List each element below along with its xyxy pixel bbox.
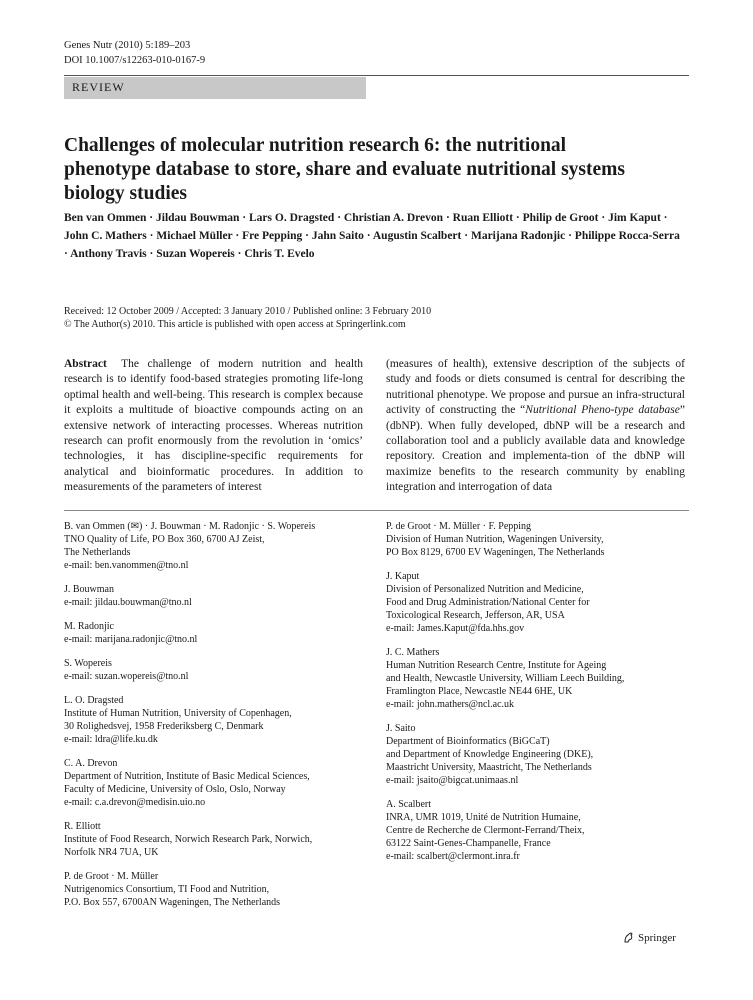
header-rule	[64, 75, 689, 76]
author-separator: ·	[660, 212, 668, 224]
affiliation-line: Norfolk NR4 7UA, UK	[64, 847, 159, 858]
dates-line: Received: 12 October 2009 / Accepted: 3 January 2010 / Published online: 3 February 2010	[64, 306, 432, 317]
affiliation-line: S. Wopereis	[64, 658, 112, 669]
affiliation-line: Food and Drug Administration/National Center for	[386, 597, 590, 608]
author-name: Ruan Elliott	[452, 212, 514, 224]
affiliation-line: e-mail: scalbert@clermont.inra.fr	[386, 851, 520, 862]
affiliation-line: Maastricht University, Maastricht, The Netherlands	[386, 762, 592, 773]
affiliation-line: B. van Ommen (✉) · J. Bouwman · M. Radonjic · S. Wopereis	[64, 521, 316, 532]
affiliation-block	[64, 757, 364, 809]
author-name: Lars O. Dragsted	[249, 212, 335, 224]
affiliation-line: and Health, Newcastle University, William Leech Building,	[386, 673, 625, 684]
affiliation-line: Division of Human Nutrition, Wageningen University,	[386, 534, 604, 545]
affiliation-line: J. Bouwman	[64, 584, 114, 595]
abstract-heading: Abstract	[64, 358, 107, 370]
affiliation-line: e-mail: c.a.drevon@medisin.uio.no	[64, 797, 206, 808]
affiliation-block	[386, 722, 686, 787]
author-separator: ·	[146, 212, 157, 224]
journal-citation: Genes Nutr (2010) 5:189–203	[64, 40, 191, 51]
affiliation-line: e-mail: suzan.wopereis@tno.nl	[64, 671, 189, 682]
author-separator: ·	[232, 230, 243, 242]
article-title: Challenges of molecular nutrition research 6: the nutritional phenotype database to store, share and evaluate nutritional systems biology studies	[64, 135, 626, 204]
affiliation-line: e-mail: marijana.radonjic@tno.nl	[64, 634, 198, 645]
section-label: REVIEW	[72, 80, 125, 94]
author-name: Michael Müller	[156, 230, 233, 242]
author-separator: ·	[302, 230, 312, 242]
author-separator: ·	[461, 230, 471, 242]
affiliation-line: e-mail: jsaito@bigcat.unimaas.nl	[386, 775, 519, 786]
journal-header	[64, 38, 205, 68]
affiliation-line: A. Scalbert	[386, 799, 431, 810]
publisher-name: Springer	[638, 931, 676, 944]
author-name: John C. Mathers	[64, 230, 147, 242]
journal-doi: DOI 10.1007/s12263-010-0167-9	[64, 55, 206, 66]
author-name: Christian A. Drevon	[343, 212, 444, 224]
abstract-right	[386, 357, 685, 496]
author-separator: ·	[334, 212, 344, 224]
affiliations-right	[386, 520, 686, 874]
affiliation-divider	[64, 510, 689, 511]
author-name: Jim Kaput	[608, 212, 661, 224]
affiliation-line: Division of Personalized Nutrition and Medicine,	[386, 584, 584, 595]
affiliation-line: 63122 Saint-Genes-Champanelle, France	[386, 838, 551, 849]
affiliation-line: Framlington Place, Newcastle NE44 6HE, UK	[386, 686, 573, 697]
author-name: Jahn Saito	[311, 230, 364, 242]
affiliation-block	[386, 570, 686, 635]
abstract-text-right-italic: Nutritional Pheno-type database	[525, 404, 680, 417]
author-name: Ben van Ommen	[64, 212, 147, 224]
affiliations-left	[64, 520, 364, 920]
affiliation-block	[64, 620, 364, 646]
author-separator: ·	[513, 212, 523, 224]
affiliation-line: L. O. Dragsted	[64, 695, 124, 706]
affiliation-line: e-mail: James.Kaput@fda.hhs.gov	[386, 623, 525, 634]
affiliation-line: and Department of Knowledge Engineering (DKE),	[386, 749, 594, 760]
author-name: Fre Pepping	[242, 230, 303, 242]
author-name: Jildau Bouwman	[156, 212, 240, 224]
affiliation-block	[64, 694, 364, 746]
author-name: Suzan Wopereis	[156, 248, 235, 260]
affiliation-line: P. de Groot · M. Müller	[64, 871, 159, 882]
affiliation-line: Institute of Human Nutrition, University of Copenhagen,	[64, 708, 292, 719]
abstract-text-right-a: (measures of health), extensive description of the subjects of study and foods or diets consumed is central for describing the nutritional phenotype. We propose and pursue an infra-structural activity of constructing the “	[386, 358, 685, 417]
author-separator: ·	[234, 248, 245, 260]
affiliation-line: 30 Rolighedsvej, 1958 Frederiksberg C, Denmark	[64, 721, 264, 732]
affiliation-line: J. Kaput	[386, 571, 420, 582]
affiliation-line: e-mail: jildau.bouwman@tno.nl	[64, 597, 192, 608]
affiliation-block	[64, 870, 364, 909]
publisher-logo	[622, 931, 676, 944]
author-name: Chris T. Evelo	[244, 248, 315, 260]
author-separator: ·	[598, 212, 609, 224]
affiliation-line: The Netherlands	[64, 547, 131, 558]
affiliation-block	[64, 583, 364, 609]
affiliation-block	[64, 820, 364, 859]
affiliation-line: e-mail: ben.vanommen@tno.nl	[64, 560, 189, 571]
affiliation-line: C. A. Drevon	[64, 758, 118, 769]
author-separator: ·	[146, 230, 157, 242]
affiliation-line: J. C. Mathers	[386, 647, 440, 658]
affiliation-line: Human Nutrition Research Centre, Institute for Ageing	[386, 660, 607, 671]
affiliation-line: Department of Nutrition, Institute of Basic Medical Sciences,	[64, 771, 310, 782]
abstract-left	[64, 357, 363, 496]
affiliation-line: Institute of Food Research, Norwich Research Park, Norwich,	[64, 834, 313, 845]
affiliation-line: Centre de Recherche de Clermont-Ferrand/Theix,	[386, 825, 585, 836]
affiliation-line: Faculty of Medicine, University of Oslo, Oslo, Norway	[64, 784, 286, 795]
author-name: Augustin Scalbert	[372, 230, 462, 242]
author-separator: ·	[363, 230, 373, 242]
author-separator: ·	[64, 248, 71, 260]
affiliation-line: Department of Bioinformatics (BiGCaT)	[386, 736, 550, 747]
affiliation-line: TNO Quality of Life, PO Box 360, 6700 AJ Zeist,	[64, 534, 265, 545]
affiliation-line: J. Saito	[386, 723, 416, 734]
abstract-text-right-b: ” (dbNP). When fully developed, dbNP will be a research and collaboration tool and a publicly available data and knowledge repository. Creation and implementa-tion of the dbNP will maximize benefits to the research community by enabling integration and interrogation of data	[386, 404, 685, 494]
springer-horse-icon	[622, 931, 635, 944]
affiliation-block	[386, 798, 686, 863]
affiliation-line: P. de Groot · M. Müller · F. Pepping	[386, 521, 532, 532]
copyright-line: © The Author(s) 2010. This article is published with open access at Springerlink.com	[64, 319, 406, 330]
affiliation-block	[386, 646, 686, 711]
author-name: Marijana Radonjic	[470, 230, 566, 242]
affiliation-line: PO Box 8129, 6700 EV Wageningen, The Netherlands	[386, 547, 605, 558]
affiliation-block	[64, 657, 364, 683]
affiliation-line: e-mail: john.mathers@ncl.ac.uk	[386, 699, 515, 710]
author-separator: ·	[565, 230, 575, 242]
affiliation-line: e-mail: ldra@life.ku.dk	[64, 734, 158, 745]
affiliation-line: R. Elliott	[64, 821, 101, 832]
affiliation-line: M. Radonjic	[64, 621, 114, 632]
publication-dates	[64, 305, 684, 331]
author-separator: ·	[146, 248, 157, 260]
author-separator: ·	[239, 212, 250, 224]
author-name: Anthony Travis	[70, 248, 147, 260]
affiliation-block	[64, 520, 364, 572]
author-separator: ·	[443, 212, 453, 224]
author-list	[64, 209, 684, 263]
affiliation-line: Toxicological Research, Jefferson, AR, USA	[386, 610, 565, 621]
abstract-text-left: The challenge of modern nutrition and health research is to identify food-based strategies promoting life-long optimal health and well-being. This research is complex because it exploits a multitude of bioactive compounds acting on an extensive network of interacting processes. Whereas nutrition research can profit enormously from the revolution in ‘omics’ technologies, it has discipline-specific requirements for analytical and bioinformatic procedures. In addition to measurements of the parameters of interest	[64, 358, 363, 494]
affiliation-line: Nutrigenomics Consortium, TI Food and Nutrition,	[64, 884, 270, 895]
affiliation-line: INRA, UMR 1019, Unité de Nutrition Humaine,	[386, 812, 581, 823]
affiliation-line: P.O. Box 557, 6700AN Wageningen, The Netherlands	[64, 897, 281, 908]
author-name: Philip de Groot	[522, 212, 599, 224]
author-name: Philippe Rocca-Serra	[574, 230, 680, 242]
affiliation-block	[386, 520, 686, 559]
